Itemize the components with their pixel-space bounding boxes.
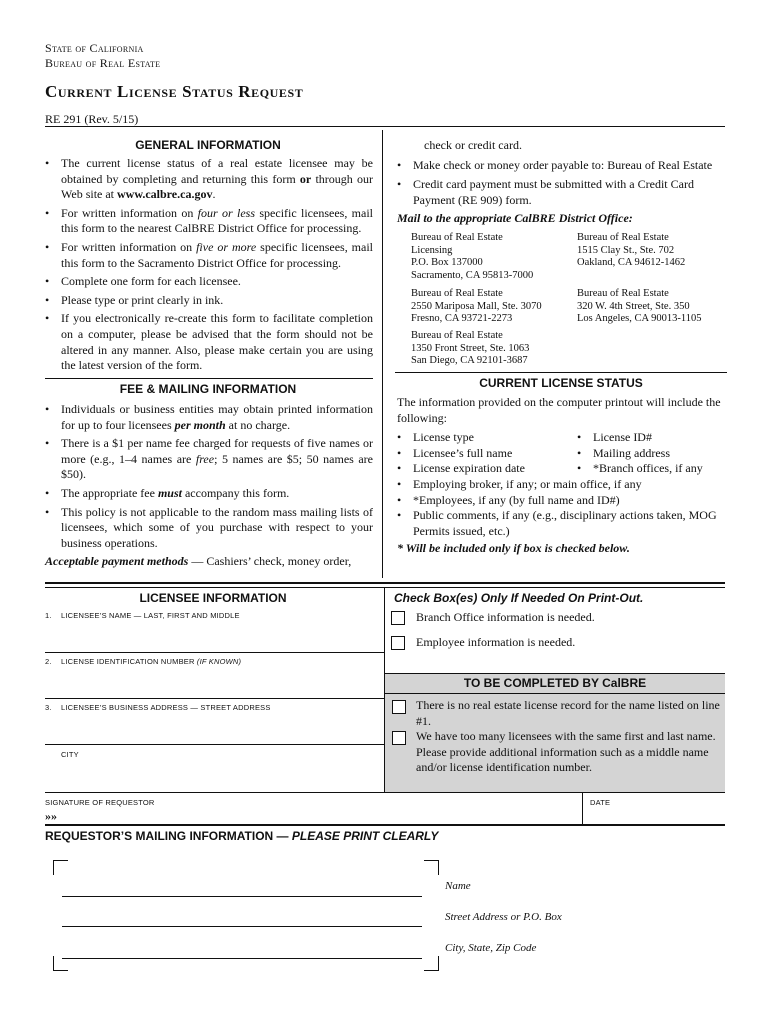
check-employee-row [391,635,575,650]
status-heading: CURRENT LICENSE STATUS [479,376,643,390]
date-field[interactable] [590,809,720,823]
payment-item-1: • Make check or money order payable to: Bureau of Real Estate [397,158,727,174]
office-sacramento: Bureau of Real Estate Licensing P.O. Box 137000 Sacramento, CA 95813-7000 [411,232,534,281]
rule-4 [45,792,725,793]
license-id-field[interactable] [45,668,381,698]
general-item-4: • Complete one form for each licensee. [45,274,373,290]
fee-item-1: • Individuals or business entities may obtain printed information for up to four licensees per month at no charge. [45,402,373,433]
fee-info-heading: FEE & MAILING INFORMATION [119,382,297,396]
licensee-name-label: 1. LICENSEE’S NAME — LAST, FIRST AND MIDDLE [45,611,240,620]
status-branch-offices: • *Branch offices, if any [577,461,717,477]
too-many-label: We have too many licensees with the same first and last name. Please provide additional information such as a middle name and/or license identification number. [416,729,716,774]
signature-field[interactable] [45,809,625,824]
rule-2 [45,698,384,699]
website-link[interactable]: www.calbre.ca.gov [117,187,213,202]
status-item-broker: • Employing broker, if any; or main office, if any [397,477,727,493]
license-id-label: 2. LICENSE IDENTIFICATION NUMBER (IF KNOWN) [45,657,242,666]
city-field[interactable] [45,761,381,791]
mailing-city-label: City, State, Zip Code [445,942,537,954]
bureau-name: Bureau of Real Estate [45,56,161,70]
office-fresno: Bureau of Real Estate 2550 Mariposa Mall, Ste. 3070 Fresno, CA 93721-2273 [411,288,542,325]
district-offices [411,232,731,372]
general-item-6: • If you electronically re-create this form to facilitate completion on a computer, please be advised that the form should not be altered in any manner. Also, please make certain you are using the latest version of the form. [45,311,373,373]
mailing-street-field[interactable] [62,906,422,926]
mailing-line-1 [62,896,422,897]
fee-item-4: • This policy is not applicable to the random mass mailing lists of licensees, which some of you purchase with respect to your business operations. [45,505,373,552]
general-item-3: • For written information on five or more specific licensees, mail this form to the Sacramento District Office for processing. [45,240,373,271]
status-note: * Will be included only if box is checked below. [397,541,630,556]
status-license-id: • License ID# [577,430,717,446]
payment-continued-section [397,138,727,227]
branch-office-checkbox[interactable] [391,611,405,625]
no-record-checkbox[interactable] [392,700,406,714]
payment-methods: Acceptable payment methods — Cashiers’ check, money order, [45,554,352,569]
rule-1 [45,652,384,653]
licensee-heading: LICENSEE INFORMATION [139,591,287,605]
office-los-angeles: Bureau of Real Estate 320 W. 4th Street, Ste. 350 Los Angeles, CA 90013-1105 [577,288,702,325]
rule-3 [45,744,384,745]
business-address-field[interactable] [45,714,381,744]
fee-item-2: • There is a $1 per name fee charged for requests of five names or more (e.g., 1–4 names are free; 5 names are $5; 50 names are $50). [45,436,373,483]
form-top-rule [45,582,725,584]
calbre-top-rule [385,673,725,674]
calbre-opt1-row [392,698,722,729]
office-oakland: Bureau of Real Estate 1515 Clay St., Ste. 702 Oakland, CA 94612-1462 [577,232,686,269]
check-branch-row [391,610,595,625]
status-intro: The information provided on the computer printout will include the following: [397,395,721,425]
fee-item-3: • The appropriate fee must accompany this form. [45,486,373,502]
header-rule [45,126,725,127]
status-item-employees: • *Employees, if any (by full name and ID#) [397,493,727,509]
general-item-1: • The current license status of a real estate licensee may be obtained by completing and returning this form or through our Web site at www.calbre.ca.gov. [45,156,373,203]
status-item-comments: • Public comments, if any (e.g., disciplinary actions taken, MOG Permits issued, etc.) [397,508,727,539]
calbre-heading: TO BE COMPLETED BY CalBRE [463,676,647,690]
mail-heading: Mail to the appropriate CalBRE District Office: [397,211,633,226]
payment-item-2: • Credit card payment must be submitted with a Credit Card Payment (RE 909) form. [397,177,727,208]
employee-info-checkbox[interactable] [391,636,405,650]
business-address-label: 3. LICENSEE’S BUSINESS ADDRESS — STREET ADDRESS [45,703,271,712]
agency-name: State of California [45,41,144,55]
mailing-name-field[interactable] [62,876,422,896]
form-top-rule-2 [45,587,725,588]
fee-info-section [45,402,373,570]
signature-label: SIGNATURE OF REQUESTOR [45,798,155,807]
bracket-top-left [53,860,68,875]
fee-section-rule [45,378,373,379]
check-heading: Check Box(es) Only If Needed On Print-Out. [394,591,644,605]
signature-arrows: »» [45,809,57,823]
column-divider [382,130,383,578]
branch-office-label: Branch Office information is needed. [416,610,595,624]
date-label: DATE [590,798,611,807]
date-divider [582,792,583,824]
form-title: Current License Status Request [45,82,304,101]
status-section [397,395,727,557]
status-full-name: • Licensee’s full name [397,446,577,462]
office-san-diego: Bureau of Real Estate 1350 Front Street, Ste. 1063 San Diego, CA 92101-3687 [411,330,530,367]
general-info-section [45,156,373,377]
no-record-label: There is no real estate license record for the name listed on line #1. [416,698,720,728]
status-mailing-address: • Mailing address [577,446,717,462]
mailing-line-3 [62,958,422,959]
too-many-checkbox[interactable] [392,731,406,745]
status-license-type: • License type [397,430,577,446]
general-info-heading: GENERAL INFORMATION [135,138,281,152]
calbre-opt2-row [392,729,722,776]
bracket-bottom-right [424,956,439,971]
payment-continued: check or credit card. [424,138,522,152]
mailing-name-label: Name [445,880,471,892]
general-item-5: • Please type or print clearly in ink. [45,293,373,309]
status-section-rule [395,372,727,373]
bracket-top-right [424,860,439,875]
mailing-heading: REQUESTOR’S MAILING INFORMATION — PLEASE PRINT CLEARLY [45,829,439,843]
employee-info-label: Employee information is needed. [416,635,576,649]
calbre-heading-rule [385,693,725,694]
mailing-line-2 [62,926,422,927]
mailing-city-field[interactable] [62,938,422,958]
status-expiration: • License expiration date [397,461,577,477]
city-label: CITY [61,750,79,759]
licensee-name-field[interactable] [45,622,381,652]
signature-rule [45,824,725,826]
status-grid [397,430,727,477]
form-number: RE 291 (Rev. 5/15) [45,112,139,126]
mailing-street-label: Street Address or P.O. Box [445,911,562,923]
general-item-2: • For written information on four or less specific licensees, mail this form to the nearest CalBRE District Office for processing. [45,206,373,237]
